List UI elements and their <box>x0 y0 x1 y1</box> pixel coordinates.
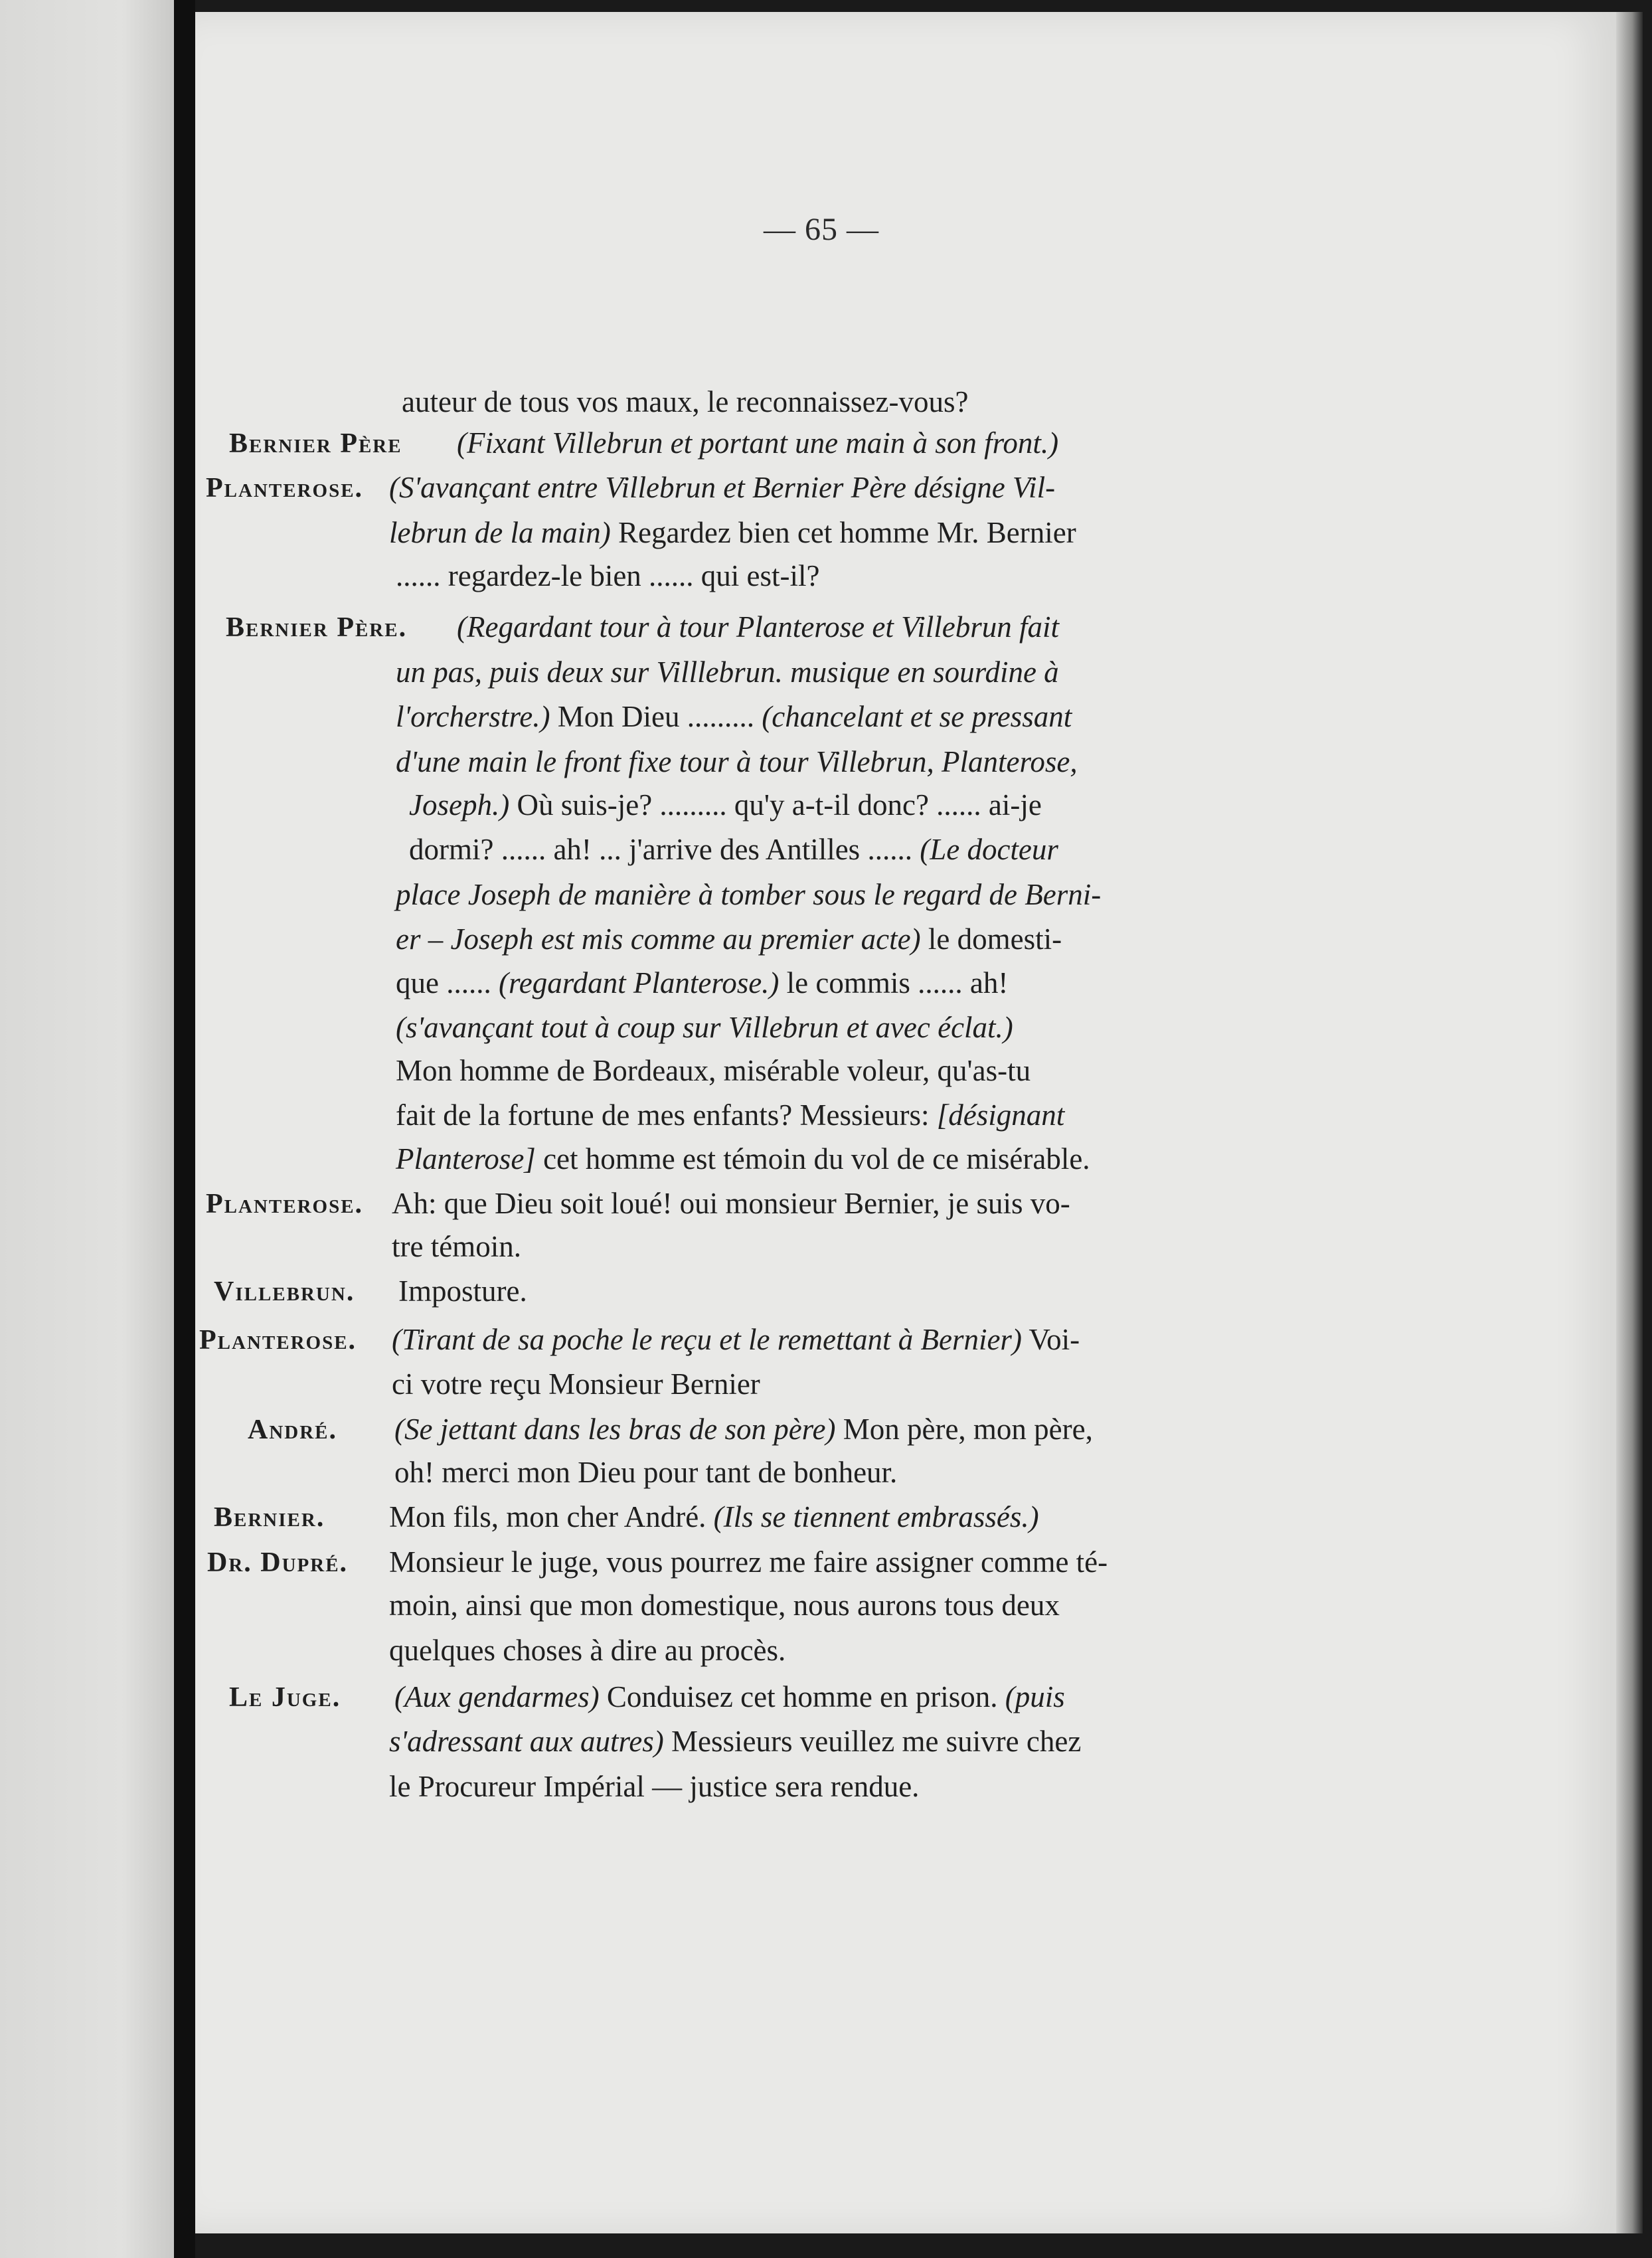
text-line <box>409 835 1058 865</box>
stage-direction: (Regardant tour à tour Planterose et Villebrun fait <box>457 610 1059 644</box>
text-line <box>396 1056 1031 1086</box>
dialogue: Conduisez cet homme en prison. <box>599 1680 1005 1713</box>
text-line <box>389 1636 785 1666</box>
text-line <box>409 790 1042 820</box>
dialogue: oh! merci mon Dieu pour tant de bonheur. <box>394 1456 898 1489</box>
stage-direction: l'orcherstre.) <box>396 700 550 733</box>
text-line <box>396 1100 1064 1130</box>
speaker-name: Planterose. <box>206 473 364 503</box>
text-line <box>392 1325 1080 1355</box>
dialogue: Mon homme de Bordeaux, misérable voleur, qu'as-tu <box>396 1054 1031 1087</box>
text-line <box>394 1415 1093 1444</box>
dialogue: cet homme est témoin du vol de ce misérable. <box>535 1142 1090 1175</box>
stage-direction: un pas, puis deux sur Villlebrun. musique en sourdine à <box>396 655 1059 689</box>
text-line <box>457 428 1058 458</box>
text-line <box>392 1189 1070 1219</box>
text-line <box>396 924 1062 954</box>
stage-direction: (s'avançant tout à coup sur Villebrun et avec éclat.) <box>396 1011 1013 1044</box>
speaker-name: Le Juge. <box>229 1682 341 1713</box>
dialogue: Voi- <box>1021 1323 1080 1356</box>
stage-direction: (chancelant et se pressant <box>762 700 1072 733</box>
dialogue: le domesti- <box>920 922 1062 956</box>
text-line <box>457 612 1059 642</box>
text-line <box>396 561 820 591</box>
speaker-name: Planterose. <box>199 1325 357 1355</box>
text-line <box>396 968 1008 998</box>
dialogue: fait de la fortune de mes enfants? Messieurs: <box>396 1098 937 1132</box>
text-line <box>392 1232 521 1262</box>
stage-direction: Planterose] <box>396 1142 536 1175</box>
stage-direction: Joseph.) <box>409 788 510 822</box>
dialogue: ci votre reçu Monsieur Bernier <box>392 1367 760 1401</box>
speaker-name: André. <box>248 1415 338 1445</box>
stage-direction: (regardant Planterose.) <box>498 966 780 999</box>
speaker-name: Planterose. <box>206 1189 364 1219</box>
dialogue: Messieurs veuillez me suivre chez <box>663 1725 1082 1758</box>
dialogue: dormi? ...... ah! ... j'arrive des Antilles ...... <box>409 833 920 866</box>
stage-direction: (Le docteur <box>920 833 1058 866</box>
text-line <box>392 1369 760 1399</box>
speaker-name: Dr. Dupré. <box>207 1547 349 1578</box>
dialogue: moin, ainsi que mon domestique, nous aurons tous deux <box>389 1589 1060 1622</box>
stage-direction: lebrun de la main) <box>389 516 611 549</box>
dialogue: Regardez bien cet homme Mr. Bernier <box>610 516 1076 549</box>
dialogue: Monsieur le juge, vous pourrez me faire assigner comme té- <box>389 1545 1108 1579</box>
dialogue: que ...... <box>396 966 499 999</box>
dialogue: Ah: que Dieu soit loué! oui monsieur Bernier, je suis vo- <box>392 1187 1070 1220</box>
dialogue: Mon fils, mon cher André. <box>389 1500 714 1533</box>
speaker-name: Villebrun. <box>214 1276 355 1307</box>
text-line <box>396 702 1072 732</box>
dialogue: Imposture. <box>398 1274 527 1308</box>
text-line <box>389 1772 919 1802</box>
stage-direction: s'adressant aux autres) <box>389 1725 664 1758</box>
speaker-name: Bernier Père <box>229 428 402 459</box>
dialogue: Mon Dieu ......... <box>550 700 762 733</box>
speaker-name: Bernier. <box>214 1502 325 1533</box>
page-number: — 65 — <box>764 212 879 247</box>
text-line <box>389 1591 1060 1620</box>
stage-direction: place Joseph de manière à tomber sous le regard de Berni- <box>396 878 1102 911</box>
dialogue: auteur de tous vos maux, le reconnaissez-vous? <box>402 385 969 418</box>
dialogue: quelques choses à dire au procès. <box>389 1634 786 1667</box>
text-line <box>389 1727 1081 1757</box>
text-line <box>396 880 1101 910</box>
dialogue: tre témoin. <box>392 1230 521 1263</box>
text-line <box>389 518 1076 548</box>
dialogue: le Procureur Impérial — justice sera rendue. <box>389 1770 920 1803</box>
text-line <box>396 657 1059 687</box>
text-line <box>396 1013 1013 1043</box>
stage-direction: er – Joseph est mis comme au premier acte) <box>396 922 921 956</box>
dialogue: Mon père, mon père, <box>835 1413 1093 1446</box>
stage-direction: (S'avançant entre Villebrun et Bernier Père désigne Vil- <box>389 471 1056 504</box>
text-line <box>398 1276 527 1306</box>
stage-direction: d'une main le front fixe tour à tour Villebrun, Planterose, <box>396 745 1078 778</box>
text-line <box>396 747 1078 777</box>
dialogue: le commis ...... ah! <box>779 966 1009 999</box>
stage-direction: (Ils se tiennent embrassés.) <box>713 1500 1039 1533</box>
text-line <box>389 1547 1108 1577</box>
dialogue: Où suis-je? ......... qu'y a-t-il donc? ...... ai-je <box>509 788 1042 822</box>
speaker-name: Bernier Père. <box>226 612 408 643</box>
text-line <box>389 473 1055 503</box>
stage-direction: (puis <box>1005 1680 1065 1713</box>
stage-direction: (Tirant de sa poche le reçu et le remettant à Bernier) <box>392 1323 1022 1356</box>
text-line <box>396 1144 1090 1174</box>
dialogue: ...... regardez-le bien ...... qui est-il? <box>396 559 820 592</box>
text-line <box>389 1502 1039 1532</box>
text-line <box>394 1682 1065 1712</box>
stage-direction: (Aux gendarmes) <box>394 1680 600 1713</box>
stage-direction: [désignant <box>936 1098 1065 1132</box>
text-line <box>402 387 968 417</box>
stage-direction: (Fixant Villebrun et portant une main à son front.) <box>457 426 1059 460</box>
text-line <box>394 1458 897 1488</box>
stage-direction: (Se jettant dans les bras de son père) <box>394 1413 836 1446</box>
